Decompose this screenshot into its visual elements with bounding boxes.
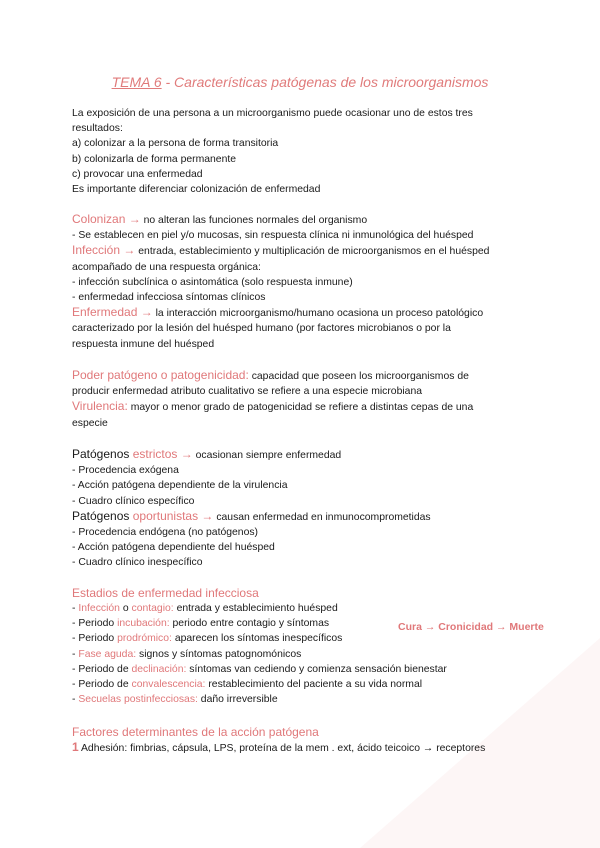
- oportunistas-def: causan enfermedad en inmunocomprometidas: [213, 511, 431, 523]
- title-text: - Características patógenas de los microorganismos: [161, 74, 489, 90]
- estadio-term: Secuelas postinfecciosas:: [78, 694, 198, 706]
- virulencia-def: mayor o menor grado de patogenicidad se refiere a distintas cepas de una: [127, 402, 474, 414]
- intro-line: Es importante diferenciar colonización de enfermedad: [72, 184, 321, 196]
- estadio-row: [72, 677, 542, 692]
- estadio-row: [72, 692, 542, 707]
- infeccion-def: entrada, establecimiento y multiplicación de microorganismos en el huésped: [135, 246, 490, 258]
- estadio-def: síntomas van cediendo y comienza sensación bienestar: [186, 663, 447, 675]
- estadio-prefix: -: [72, 694, 79, 706]
- page-title: [0, 74, 600, 90]
- factor-text: Adhesión: fimbrias, cápsula, LPS, proteína de la mem . ext, ácido teicoico → receptores: [78, 743, 486, 754]
- estadio-prefix: - Periodo de: [72, 663, 132, 675]
- oportunistas-item: - Acción patógena dependiente del huésped: [72, 542, 275, 554]
- estadio-term: incubación:: [117, 618, 170, 630]
- estadio-term: prodrómico:: [117, 633, 172, 645]
- virulencia-line: [72, 399, 542, 415]
- oportunistas-term: oportunistas →: [132, 508, 214, 523]
- intro-line: c) provocar una enfermedad: [72, 168, 203, 180]
- colonizan-term: Colonizan →: [72, 212, 141, 226]
- estadio-term: contagio:: [131, 603, 174, 614]
- factor-number: 1: [72, 740, 79, 754]
- enfermedad-term: Enfermedad →: [72, 305, 153, 320]
- patogenicidad-section: [72, 368, 542, 431]
- enfermedad-line: [72, 305, 542, 321]
- poder-line: [72, 368, 542, 384]
- estadio-def: periodo entre contagio y síntomas: [169, 618, 330, 630]
- patogenos-section: [72, 447, 542, 571]
- estadio-term: Infección: [78, 603, 120, 614]
- oportunistas-pre: Patógenos: [72, 508, 133, 523]
- oportunistas-line: [72, 509, 542, 525]
- infeccion-cont: acompañado de una respuesta orgánica:: [72, 261, 261, 273]
- estrictos-line: [72, 447, 542, 463]
- intro-line: b) colonizarla de forma permanente: [72, 153, 237, 165]
- estadio-row: [72, 631, 542, 646]
- estadio-prefix: -: [72, 648, 79, 660]
- estrictos-term: estrictos →: [132, 447, 193, 461]
- estadio-term: declinación:: [131, 663, 187, 675]
- estadio-prefix: - Periodo de: [72, 679, 132, 691]
- estadio-def: restablecimiento del paciente a su vida normal: [205, 679, 423, 691]
- estadio-row: [72, 601, 542, 616]
- virulencia-cont: especie: [72, 417, 108, 429]
- intro-line: a) colonizar a la persona de forma transitoria: [72, 138, 279, 150]
- estadio-row: [72, 647, 542, 662]
- oportunistas-item: - Cuadro clínico inespecífico: [72, 557, 203, 569]
- estadio-row: [72, 662, 542, 677]
- colonizan-line: [72, 212, 542, 228]
- factores-heading: Factores determinantes de la acción patógena: [72, 725, 319, 739]
- enfermedad-cont: caracterizado por la lesión del huésped humano (por factores microbianos o por la: [72, 323, 451, 335]
- infeccion-item: - enfermedad infecciosa síntomas clínicos: [72, 292, 266, 304]
- topic-label: TEMA 6: [111, 74, 162, 90]
- outcomes-annotation: Cura → Cronicidad → Muerte: [398, 621, 544, 633]
- enfermedad-cont: respuesta inmune del huésped: [72, 338, 215, 350]
- estadios-heading: Estadios de enfermedad infecciosa: [72, 586, 259, 600]
- estrictos-def: ocasionan siempre enfermedad: [192, 450, 342, 461]
- intro-line: resultados:: [72, 123, 123, 135]
- estrictos-item: - Acción patógena dependiente de la virulencia: [72, 480, 288, 492]
- factor-row: [72, 740, 542, 756]
- colonizan-note: - Se establecen en piel y/o mucosas, sin respuesta clínica ni inmunológica del huésped: [72, 230, 474, 242]
- virulencia-term: Virulencia:: [72, 399, 128, 414]
- estadio-def: aparecen los síntomas inespecíficos: [171, 633, 343, 645]
- oportunistas-item: - Procedencia endógena (no patógenos): [72, 527, 259, 539]
- intro-section: [72, 106, 542, 197]
- estadio-mid: o: [119, 603, 132, 614]
- poder-cont: producir enfermedad atributo cualitativo se refiere a una especie microbiana: [72, 386, 423, 398]
- enfermedad-def: la interacción microorganismo/humano ocasiona un proceso patológico: [152, 308, 484, 320]
- infeccion-line: [72, 243, 542, 259]
- estadios-section: [72, 585, 542, 707]
- estrictos-item: - Procedencia exógena: [72, 465, 179, 477]
- estrictos-item: - Cuadro clínico específico: [72, 495, 195, 507]
- estadio-prefix: - Periodo: [72, 618, 118, 630]
- poder-term: Poder patógeno o patogenicidad:: [72, 368, 249, 382]
- intro-line: La exposición de una persona a un microorganismo puede ocasionar uno de estos tres: [72, 108, 473, 119]
- infeccion-item: - infección subclínica o asintomática (solo respuesta inmune): [72, 276, 353, 288]
- estadio-def: signos y síntomas patognomónicos: [136, 648, 302, 660]
- definitions-section: [72, 212, 542, 352]
- estadio-term: Fase aguda:: [78, 648, 137, 660]
- infeccion-term: Infección →: [72, 243, 136, 258]
- estadio-prefix: - Periodo: [72, 633, 118, 645]
- estrictos-pre: Patógenos: [72, 447, 133, 461]
- factores-section: [72, 724, 542, 756]
- poder-def: capacidad que poseen los microorganismos de: [248, 371, 469, 382]
- estadio-term: convalescencia:: [131, 679, 206, 691]
- estadio-prefix: -: [72, 603, 79, 614]
- estadio-def: entrada y establecimiento huésped: [173, 603, 338, 614]
- colonizan-def: no alteran las funciones normales del organismo: [140, 215, 368, 226]
- estadio-def: daño irreversible: [197, 694, 278, 706]
